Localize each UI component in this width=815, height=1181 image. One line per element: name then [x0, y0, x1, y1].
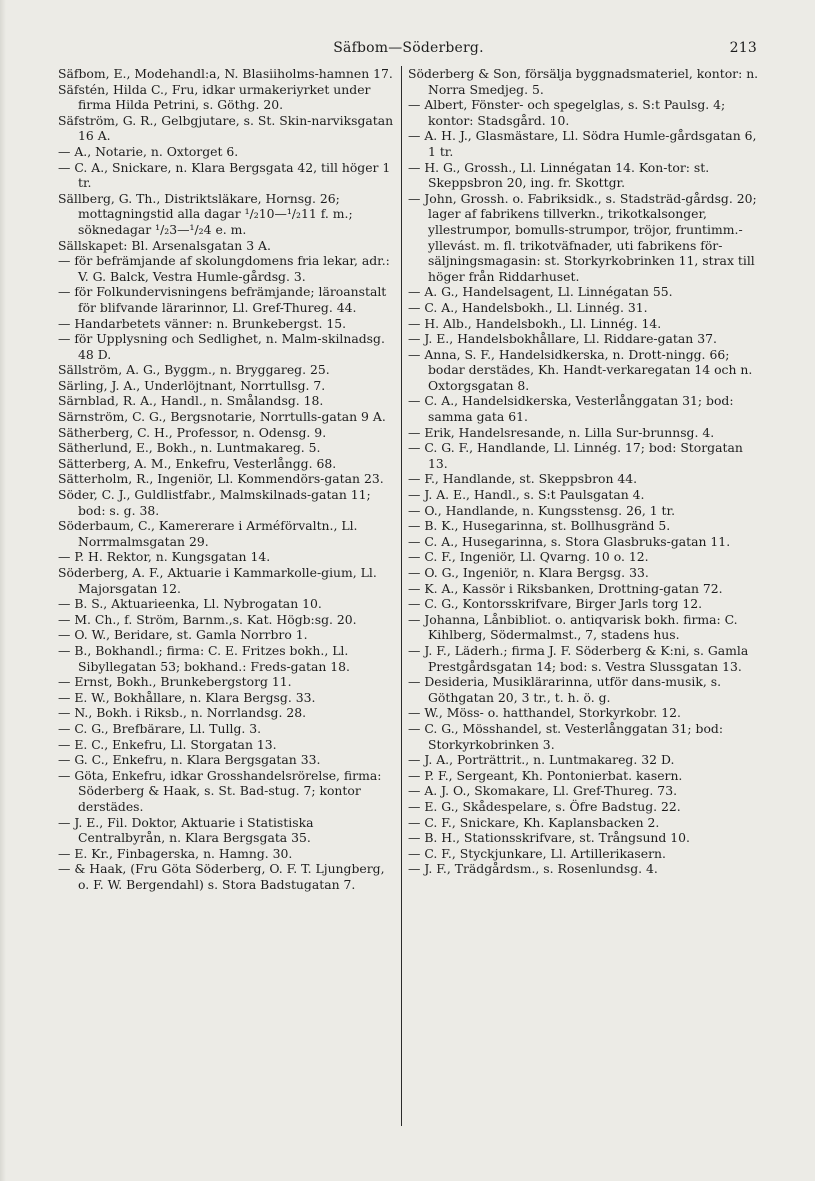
running-title: Säfbom—Söderberg.	[333, 40, 484, 56]
directory-entry: — J. A., Porträttrit., n. Luntmakareg. 32 D.	[408, 752, 675, 768]
directory-entry: Sällskapet: Bl. Arsenalsgatan 3 A.	[58, 237, 271, 253]
directory-entry: — K. A., Kassör i Riksbanken, Drottning-gatan 72.	[408, 580, 723, 596]
directory-entry: — Göta, Enkefru, idkar Grosshandelsrörelse, firma: Söderberg & Haak, s. St. Bad-stug. 7; kontor derstädes.	[58, 767, 382, 814]
directory-entry: Särnström, C. G., Bergsnotarie, Norrtulls-gatan 9 A.	[58, 409, 386, 425]
directory-entry: Säfstén, Hilda C., Fru, idkar urmakeriyrket under firma Hilda Petrini, s. Göthg. 20.	[58, 81, 371, 113]
directory-entry: — G. C., Enkefru, n. Klara Bergsgatan 33.	[58, 752, 321, 768]
directory-entry: — J. A. E., Handl., s. S:t Paulsgatan 4.	[408, 487, 645, 503]
directory-entry: — C. A., Snickare, n. Klara Bergsgata 42, till höger 1 tr.	[58, 159, 391, 191]
directory-entry: — Johanna, Lånbibliot. o. antiqvarisk bokh. firma: C. Kihlberg, Södermalmst., 7, stadens hus.	[408, 611, 738, 643]
directory-entry: — P. F., Sergeant, Kh. Pontonierbat. kasern.	[408, 767, 683, 783]
page-edge-shadow	[0, 0, 6, 1181]
directory-entry: — John, Grossh. o. Fabriksidk., s. Stadsträd-gårdsg. 20; lager af fabrikens tillverkn., trikotkalsonger, yllestrumpor, bomulls-strumpor, tröjor, fruntimm.-yllevást. m. fl. trikotväfnader, uti fabrikens för-säljningsmagasin: st. Storkyrkobrinken 11, strax till höger från Riddarhuset.	[408, 190, 757, 284]
directory-entry: — B. H., Stationsskrifvare, st. Trångsund 10.	[408, 830, 690, 846]
directory-entry: — för Folkundervisningens befrämjande; läroanstalt för blifvande lärarinnor, Ll. Gref-Thureg. 44.	[58, 284, 387, 315]
directory-entry: — A. J. O., Skomakare, Ll. Gref-Thureg. 73.	[408, 783, 678, 799]
directory-entry: — C. A., Handelsbokh., Ll. Linnég. 31.	[408, 299, 648, 315]
directory-entry: — A. H. J., Glasmästare, Ll. Södra Humle-gårdsgatan 6, 1 tr.	[408, 128, 757, 159]
directory-entry: — C. F., Snickare, Kh. Kaplansbacken 2.	[408, 814, 660, 830]
directory-entry: — Ernst, Bokh., Brunkebergstorg 11.	[58, 674, 292, 690]
directory-entry: — & Haak, (Fru Göta Söderberg, O. F. T. Ljungberg, o. F. W. Bergendahl) s. Stora Badstugatan 7.	[58, 861, 385, 892]
directory-entry: Särnblad, R. A., Handl., n. Smålandsg. 18.	[58, 393, 324, 409]
column-divider	[401, 66, 402, 1126]
directory-entry: — E. G., Skådespelare, s. Öfre Badstug. 22.	[408, 798, 681, 814]
directory-entry: — C. A., Handelsidkerska, Vesterlånggatan 31; bod: samma gata 61.	[408, 393, 734, 425]
directory-entry: Sätterberg, A. M., Enkefru, Vesterlångg. 68.	[58, 455, 337, 471]
directory-entry: — C. G. F., Handlande, Ll. Linnég. 17; bod: Storgatan 13.	[408, 440, 743, 471]
directory-entry: Sällberg, G. Th., Distriktsläkare, Hornsg. 26; mottagningstid alla dagar ¹/₂10—¹/₂11 f. m.; söknedagar ¹/₂3—¹/₂4 e. m.	[58, 190, 353, 237]
directory-entry: — för befrämjande af skolungdomens fria lekar, adr.: V. G. Balck, Vestra Humle-gårdsg. 3.	[58, 253, 390, 284]
directory-entry: — C. G., Kontorsskrifvare, Birger Jarls torg 12.	[408, 596, 703, 612]
directory-entry: — Erik, Handelsresande, n. Lilla Sur-brunnsg. 4.	[408, 424, 715, 440]
directory-entry: Söder, C. J., Guldlistfabr., Malmskilnads-gatan 11; bod: s. g. 38.	[58, 487, 371, 518]
directory-entry: — C. G., Mösshandel, st. Vesterlånggatan 31; bod: Storkyrkobrinken 3.	[408, 720, 724, 752]
directory-entry: — C. F., Styckjunkare, Ll. Artillerikasern.	[408, 845, 666, 861]
directory-entry: — P. H. Rektor, n. Kungsgatan 14.	[58, 549, 271, 565]
directory-entry: — A. G., Handelsagent, Ll. Linnégatan 55.	[408, 284, 673, 300]
directory-entry: — N., Bokh. i Riksb., n. Norrlandsg. 28.	[58, 705, 307, 721]
directory-entry: — O., Handlande, n. Kungsstensg. 26, 1 tr.	[408, 502, 676, 518]
directory-entry: Söderberg, A. F., Aktuarie i Kammarkolle-gium, Ll. Majorsgatan 12.	[58, 565, 377, 596]
directory-entry: — Anna, S. F., Handelsidkerska, n. Drott-ningg. 66; bodar derstädes, Kh. Handt-verkaregatan 14 och n. Oxtorgsgatan 8.	[408, 346, 753, 393]
directory-entry: — C. A., Husegarinna, s. Stora Glasbruks-gatan 11.	[408, 533, 731, 549]
directory-entry: — J. F., Trädgårdsm., s. Rosenlundsg. 4.	[408, 861, 658, 877]
directory-entry: — för Upplysning och Sedlighet, n. Malm-skilnadsg. 48 D.	[58, 331, 385, 362]
directory-entry: — B., Bokhandl.; firma: C. E. Fritzes bokh., Ll. Sibyllegatan 53; bokhand.: Freds-gatan 18.	[58, 642, 350, 674]
directory-entry: — B. K., Husegarinna, st. Bollhusgränd 5.	[408, 518, 671, 534]
directory-entry: — H. Alb., Handelsbokh., Ll. Linnég. 14.	[408, 315, 662, 331]
directory-entry: — C. G., Brefbärare, Ll. Tullg. 3.	[58, 720, 262, 736]
directory-entry: — Desideria, Musiklärarinna, utför dans-musik, s. Göthgatan 20, 3 tr., t. h. ö. g.	[408, 674, 722, 705]
directory-entry: — C. F., Ingeniör, Ll. Qvarng. 10 o. 12.	[408, 549, 649, 565]
directory-entry: — B. S., Aktuarieenka, Ll. Nybrogatan 10.	[58, 596, 322, 612]
page-number: 213	[729, 40, 757, 56]
directory-entry: — M. Ch., f. Ström, Barnm.,s. Kat. Högb:sg. 20.	[58, 611, 357, 627]
directory-entry: — Handarbetets vänner: n. Brunkebergst. 15.	[58, 315, 347, 331]
directory-entry: Sätherlund, E., Bokh., n. Luntmakareg. 5.	[58, 440, 321, 456]
directory-entry: Sätterholm, R., Ingeniör, Ll. Kommendörs-gatan 23.	[58, 471, 384, 487]
directory-entry: — J. F., Läderh.; firma J. F. Söderberg & K:ni, s. Gamla Prestgårdsgatan 14; bod: s. Vestra Slussgatan 13.	[408, 642, 749, 674]
page-header	[60, 40, 757, 62]
directory-entry: — E. Kr., Finbagerska, n. Hamng. 30.	[58, 845, 293, 861]
directory-entry: Sätherberg, C. H., Professor, n. Odensg. 9.	[58, 424, 327, 440]
directory-entry: Söderberg & Son, försälja byggnadsmateriel, kontor: n. Norra Smedjeg. 5.	[408, 66, 759, 97]
directory-entry: Säfbom, E., Modehandl:a, N. Blasiiholms-hamnen 17.	[58, 66, 393, 81]
directory-entry: — E. C., Enkefru, Ll. Storgatan 13.	[58, 736, 277, 752]
left-column	[58, 66, 398, 892]
directory-entry: Säfström, G. R., Gelbgjutare, s. St. Skin-narviksgatan 16 A.	[58, 112, 394, 144]
directory-entry: — Albert, Fönster- och spegelglas, s. S:t Paulsg. 4; kontor: Stadsgård. 10.	[408, 97, 726, 128]
directory-entry: — F., Handlande, st. Skeppsbron 44.	[408, 471, 638, 487]
directory-entry: Söderbaum, C., Kamererare i Arméförvaltn., Ll. Norrmalmsgatan 29.	[58, 518, 358, 549]
directory-entry: — O. W., Beridare, st. Gamla Norrbro 1.	[58, 627, 308, 643]
directory-entry: — E. W., Bokhållare, n. Klara Bergsg. 33.	[58, 689, 316, 705]
directory-entry: Sällström, A. G., Byggm., n. Bryggareg. 25.	[58, 362, 330, 378]
directory-entry: — O. G., Ingeniör, n. Klara Bergsg. 33.	[408, 565, 649, 580]
directory-entry: — J. E., Fil. Doktor, Aktuarie i Statistiska Centralbyrån, n. Klara Bergsgata 35.	[58, 814, 314, 846]
directory-entry: — J. E., Handelsbokhållare, Ll. Riddare-gatan 37.	[408, 331, 717, 347]
right-column	[408, 66, 760, 877]
directory-entry: — W., Möss- o. hatthandel, Storkyrkobr. 12.	[408, 705, 681, 721]
directory-entry: — A., Notarie, n. Oxtorget 6.	[58, 143, 239, 159]
directory-entry: — H. G., Grossh., Ll. Linnégatan 14. Kon-tor: st. Skeppsbron 20, ing. fr. Skottgr.	[408, 159, 710, 191]
directory-entry: Särling, J. A., Underlöjtnant, Norrtullsg. 7.	[58, 377, 326, 393]
